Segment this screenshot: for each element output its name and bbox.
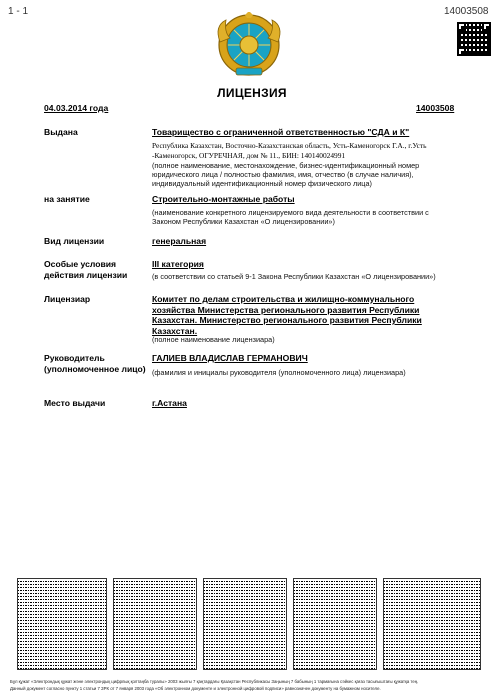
licensor-value: Комитет по делам строительства и жилищно-коммунального хозяйства Министерства регионального развития Республики Казахстан. Министерство регионального развития Республики Казахстан. [152, 294, 422, 336]
place-label: Место выдачи [44, 398, 106, 408]
barcode-block-2 [113, 578, 197, 670]
barcode-block-3 [203, 578, 287, 670]
page-counter: 1 - 1 [8, 6, 29, 17]
head-label-line2: (уполномоченное лицо) [44, 364, 146, 374]
conditions-label [44, 259, 127, 281]
barcode-block-4 [293, 578, 377, 670]
head-label [44, 353, 146, 375]
doc-number-top: 14003508 [444, 6, 489, 17]
conditions-label-line2: действия лицензии [44, 270, 128, 280]
licensor-label: Лицензиар [44, 294, 91, 304]
type-label: Вид лицензии [44, 236, 105, 246]
license-date: 04.03.2014 года [44, 103, 109, 113]
conditions-note: (в соответствии со статьей 9-1 Закона Республики Казахстан «О лицензировании») [152, 272, 436, 281]
issued-value: Товарищество с ограниченной ответственностью "СДА и К" [152, 127, 410, 137]
type-value: генеральная [152, 236, 207, 246]
activity-value: Строительно-монтажные работы [152, 194, 295, 204]
footer-note-ru: Данный документ согласно пункту 1 статьи 7 ЗРК от 7 января 2003 года «Об электронном документе и электронной цифровой подписи» равнозначен документу на бумажном носителе. [10, 686, 381, 691]
place-value: г.Астана [152, 398, 187, 408]
head-label-line1: Руководитель [44, 353, 105, 363]
qr-code-icon [457, 22, 491, 56]
conditions-label-line1: Особые условия [44, 259, 117, 269]
issued-note: (полное наименование, местонахождение, бизнес-идентификационный номер юридического лица / полностью фамилия, имя, отчество (в случае наличия), индивидуальный идентификационный номер физического лица) [152, 161, 420, 188]
licensor-note: (полное наименование лицензиара) [152, 335, 275, 344]
barcode-block-5 [383, 578, 481, 670]
document-title: ЛИЦЕНЗИЯ [217, 86, 287, 100]
head-note: (фамилия и инициалы руководителя (уполномоченного лица) лицензиара) [152, 368, 406, 377]
footer-note-kz: Бұл құжат «Электрондық құжат және электрондық цифрлық қолтаңба туралы» 2003 жылғы 7 қаңтардағы Қазақстан Республикасы Заңының 7 бабының 1 тармағына сәйкес қағаз тасығыштағы құжатқа тең. [10, 679, 419, 684]
issued-label: Выдана [44, 127, 78, 137]
activity-label: на занятие [44, 194, 90, 204]
activity-note: (наименование конкретного лицензируемого вида деятельности в соответствии с Законом Республики Казахстан «О лицензировании») [152, 208, 429, 226]
conditions-value: III категория [152, 259, 204, 269]
state-emblem-icon [212, 12, 286, 78]
license-number: 14003508 [416, 103, 455, 113]
issued-address: Республика Казахстан, Восточно-Казахстанская область, Усть-Каменогорск Г.А., г.Усть -Каменогорск, ОГУРЕЧНАЯ, дом № 11., БИН: 140140024991 [152, 141, 427, 160]
barcode-block-1 [17, 578, 107, 670]
head-value: ГАЛИЕВ ВЛАДИСЛАВ ГЕРМАНОВИЧ [152, 353, 308, 363]
